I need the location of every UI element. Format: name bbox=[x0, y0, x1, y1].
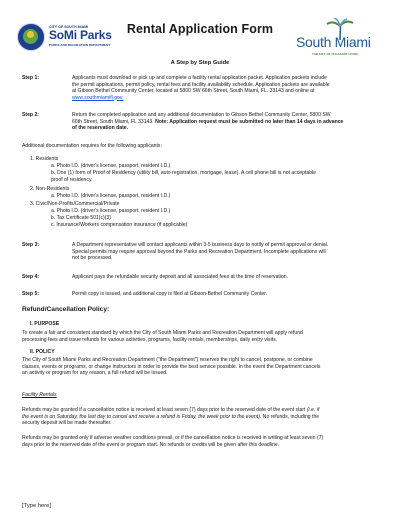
policy-line: classes, events or programs, or change instructors in order to provide the best service possible. In the event the Department cancels bbox=[22, 363, 321, 370]
step-1-line: at Gibson Bethel Community Center, located at 5800 SW 66th Street, South Miami, FL. 33143 and online at bbox=[72, 88, 315, 94]
step-2-line: Return the completed application and any additional documentation to Gibson Bethel Community Center, 5800 SW bbox=[72, 112, 331, 118]
policy-line: The City of South Miami Parks and Recreation Department ("the Department") reserves the right to cancel, postpone, or combine bbox=[22, 357, 313, 363]
step-1-line: Applicants must download or pick up and complete a facility rental application packet. Application packets include bbox=[72, 75, 327, 81]
additional-doc-intro: Additional documentation requires for the following applicants: bbox=[22, 143, 162, 149]
purpose-line: To create a fair and consistent standard by which the City of South Miami Parks and Recreation Department will apply refund bbox=[22, 330, 303, 336]
logo-dept: PARKS AND RECREATION DEPARTMENT bbox=[49, 43, 111, 47]
purpose-heading: I. PURPOSE bbox=[30, 321, 60, 327]
rental-paragraph-line: Refunds may be granted if a cancellation notice is received at least seven (7) days prior to the reserved date of the event start (i.e. if bbox=[22, 407, 320, 413]
step-2-line: of the reservation date. bbox=[72, 125, 129, 131]
step-3-line: not be processed. bbox=[72, 255, 113, 261]
step-1-label: Step 1: bbox=[22, 75, 39, 81]
step-2-label: Step 2: bbox=[22, 112, 39, 118]
policy-heading: Refund/Cancellation Policy: bbox=[22, 306, 110, 313]
logo-name: SoMi Parks bbox=[49, 28, 112, 42]
list-item: proof of residency. bbox=[51, 177, 93, 183]
purpose-line: processing fees and issue refunds for various activities, programs, facility rentals, memberships, daily entry visits. bbox=[22, 336, 278, 343]
list-item: a. Photo I.D. (driver's license, passport, resident I.D.) bbox=[51, 208, 171, 214]
list-item: b. Tax Certificate 501(c)(3) bbox=[51, 215, 111, 221]
step-3-line: A Department representative will contact applicants within 3-5 business days to notify of permit approval or denial. bbox=[72, 242, 329, 248]
step-2-line: 66th Street, South Miami, FL 33143. Note: Application request must be submitted no later than 14 days in advance bbox=[72, 118, 344, 125]
list-item: 2. Non-Residents bbox=[30, 186, 70, 192]
website-link[interactable]: www.southmiamifl.gov. bbox=[72, 94, 124, 101]
step-5-label: Step 5: bbox=[22, 291, 39, 297]
step-3-line: Special permits may require approval beyond the Parks and Recreation Department. Incomplete applications will bbox=[72, 248, 326, 255]
guide-title: A Step by Step Guide bbox=[170, 60, 230, 66]
logo-tagline: THE CITY OF PLEASANT LIVING bbox=[312, 52, 359, 56]
step-4-line: Applicant pays the refundable security deposit and all associated fees at the time of reservation. bbox=[72, 274, 289, 280]
list-item: 3. Civic/Non-Profits/Commercial/Private bbox=[30, 201, 120, 207]
step-1-line: the permit applications, permit policy, rental fees and facility availability schedule. Application packets are available bbox=[72, 81, 330, 88]
facility-rentals-heading: Facility Rentals bbox=[22, 392, 57, 398]
list-item: 1. Residents bbox=[30, 156, 59, 162]
footer-placeholder[interactable]: [Type here] bbox=[22, 503, 52, 509]
policy-line: an activity or program for any reason, a full refund will be issued. bbox=[22, 370, 168, 376]
list-item: a. Photo I.D. (driver's license, passport, resident I.D.) bbox=[51, 193, 171, 199]
policy-subheading: II. POLICY bbox=[30, 349, 55, 355]
south-miami-logo bbox=[296, 18, 388, 60]
list-item: a. Photo I.D. (driver's license, passport, resident I.D.) bbox=[51, 163, 171, 169]
logo-city-line: CITY OF SOUTH MIAMI bbox=[49, 25, 89, 29]
rental-paragraph-line: the event is on Saturday, the last day to cancel and receive a refund is Friday, the week prior to the event). No refunds, including the bbox=[22, 413, 320, 420]
list-item: b. One (1) form of Proof of Residency (utility bill, auto registration, mortgage, lease). A cell phone bill is not acceptable bbox=[51, 170, 317, 176]
step-4-label: Step 4: bbox=[22, 274, 39, 280]
step-5-line: Permit copy is issued, and additional copy is filed at Gibson-Bethel Community Center. bbox=[72, 291, 268, 297]
logo-city-name: South Miami bbox=[296, 34, 371, 50]
rental-paragraph-line: Refunds may be granted only if adverse weather conditions prevail, or if the cancellation notice is received in writing at least seven (7) bbox=[22, 435, 324, 441]
rental-paragraph-line: security deposit will be made thereafter. bbox=[22, 420, 112, 426]
step-3-label: Step 3: bbox=[22, 242, 39, 248]
page-title: Rental Application Form bbox=[126, 22, 274, 36]
rental-paragraph-line: days prior to the reserved date of the event or program start. No refunds or credits will be given after this deadline. bbox=[22, 441, 280, 448]
list-item: c. Insurance/Workers compensation insurance (if applicable) bbox=[51, 222, 188, 228]
